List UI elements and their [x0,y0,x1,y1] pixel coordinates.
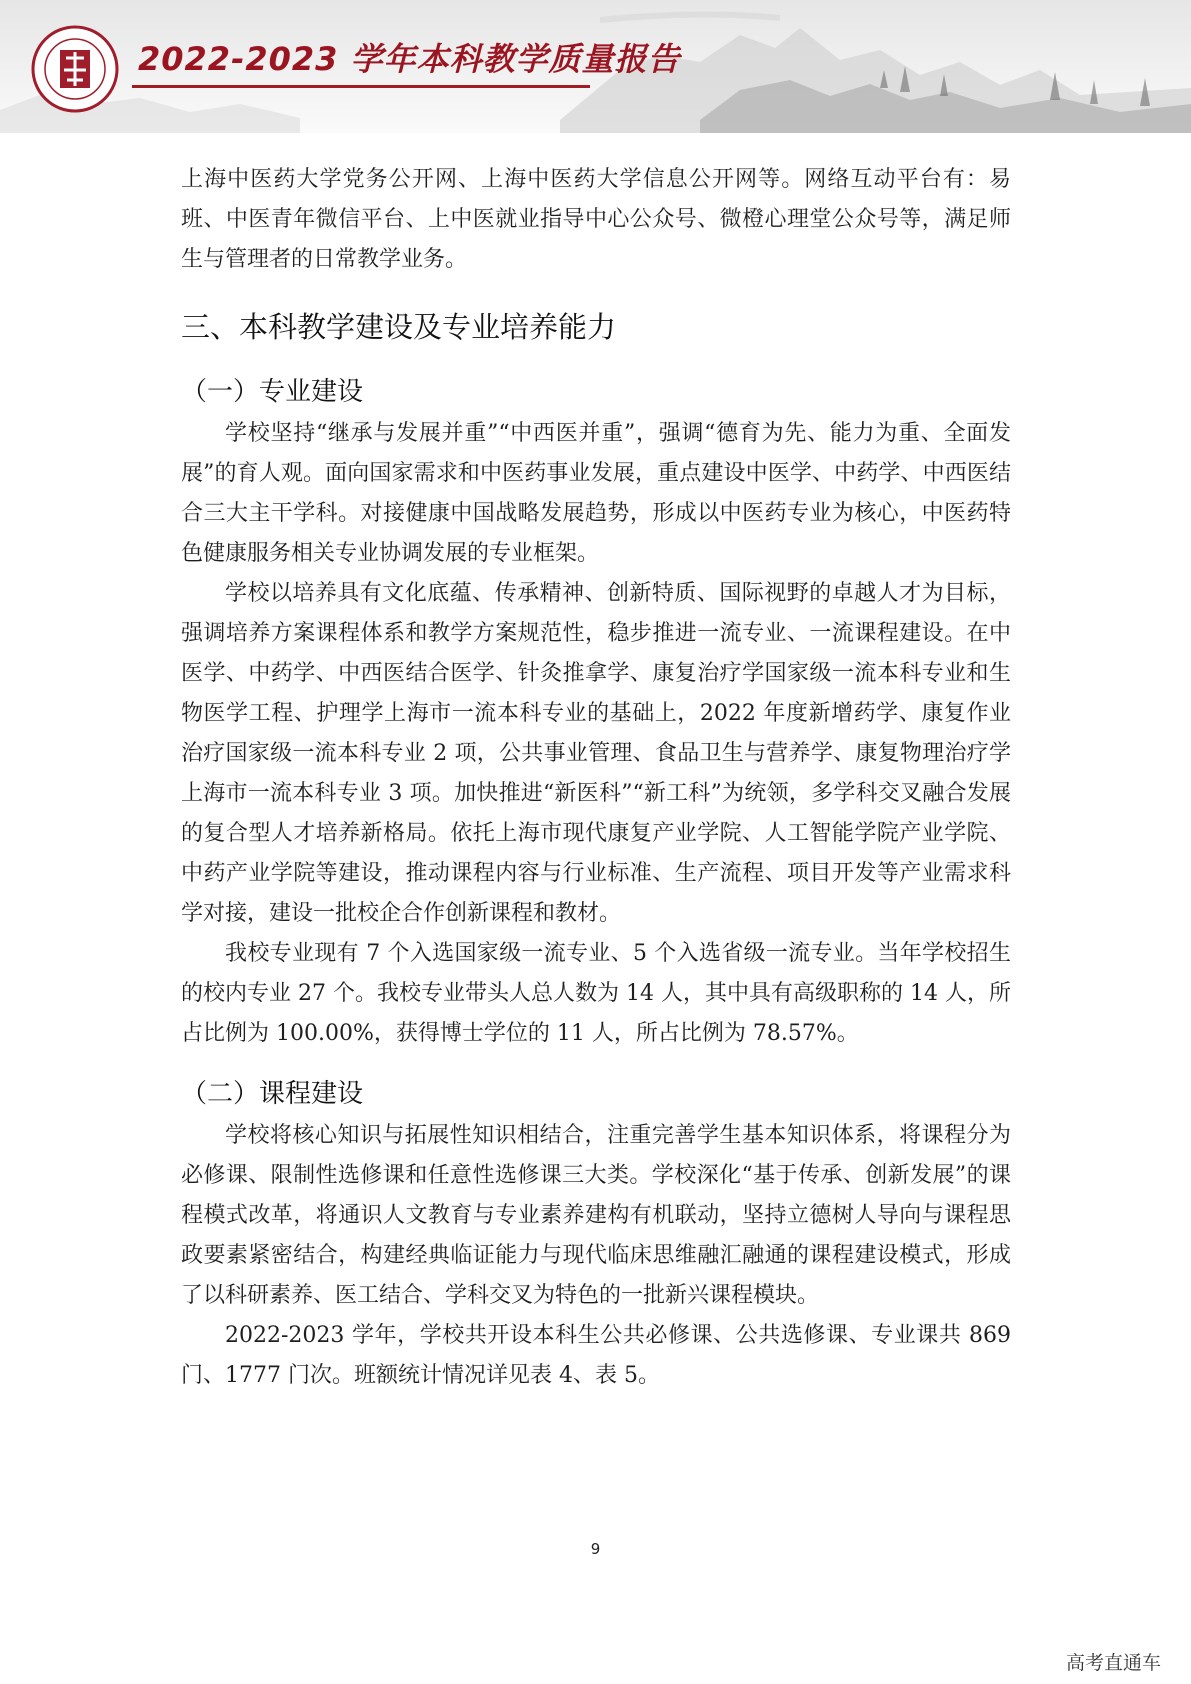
paragraph: 学校以培养具有文化底蕴、传承精神、创新特质、国际视野的卓越人才为目标，强调培养方案课程体系和教学方案规范性，稳步推进一流专业、一流课程建设。在中医学、中药学、中西医结合医学、针灸推拿学、康复治疗学国家级一流本科专业和生物医学工程、护理学上海市一流本科专业的基础上，2022 年度新增药学、康复作业治疗国家级一流本科专业 2 项，公共事业管理、食品卫生与营养学、康复物理治疗学上海市一流本科专业 3 项。加快推进“新医科”“新工科”为统领，多学科交叉融合发展的复合型人才培养新格局。依托上海市现代康复产业学院、人工智能学院产业学院、中药产业学院等建设，推动课程内容与行业标准、生产流程、项目开发等产业需求科学对接，建设一批校企合作创新课程和教材。 [181,581,1011,926]
page-header [0,0,1191,133]
section-heading: 三、本科教学建设及专业培养能力 [181,310,617,344]
page-number: 9 [590,1540,601,1558]
university-logo [30,24,120,114]
watermark-text: 高考直通车 [1065,1652,1161,1674]
paragraph: 学校将核心知识与拓展性知识相结合，注重完善学生基本知识体系，将课程分为必修课、限制性选修课和任意性选修课三大类。学校深化“基于传承、创新发展”的课程模式改革，将通识人文教育与专业素养建构有机联动，坚持立德树人导向与课程思政要素紧密结合，构建经典临证能力与现代临床思维融汇融通的课程建设模式，形成了以科研素养、医工结合、学科交叉为特色的一批新兴课程模块。 [181,1123,1011,1308]
paragraph: 学校坚持“继承与发展并重”“中西医并重”，强调“德育为先、能力为重、全面发展”的育人观。面向国家需求和中医药事业发展，重点建设中医学、中药学、中西医结合三大主干学科。对接健康中国战略发展趋势，形成以中医药专业为核心，中医药特色健康服务相关专业协调发展的专业框架。 [181,421,1011,566]
page-content [181,160,1011,1396]
intro-paragraph: 上海中医药大学党务公开网、上海中医药大学信息公开网等。网络互动平台有：易班、中医青年微信平台、上中医就业指导中心公众号、微橙心理堂公众号等，满足师生与管理者的日常教学业务。 [181,167,1011,272]
paragraph: 我校专业现有 7 个入选国家级一流专业、5 个入选省级一流专业。当年学校招生的校内专业 27 个。我校专业带头人总人数为 14 人，其中具有高级职称的 14 人，所占比例为 100.00%，获得博士学位的 11 人，所占比例为 78.57%。 [181,941,1011,1046]
report-title: 2022-2023 学年本科教学质量报告 [138,40,681,78]
header-underline [132,85,590,88]
subsection-heading-course-construction: （二）课程建设 [181,1079,364,1109]
subsection-heading-major-construction: （一）专业建设 [181,377,364,407]
paragraph: 2022-2023 学年，学校共开设本科生公共必修课、公共选修课、专业课共 869 门、1777 门次。班额统计情况详见表 4、表 5。 [181,1323,1011,1388]
